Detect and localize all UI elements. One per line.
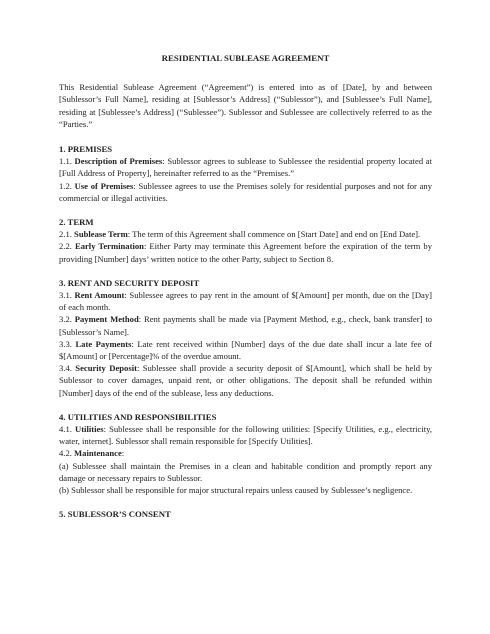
clause-1-2 xyxy=(59,180,432,204)
clause-number: 2.1. xyxy=(59,229,72,240)
section-heading: 5. SUBLESSOR’S CONSENT xyxy=(59,509,171,520)
section-term xyxy=(59,216,432,265)
clause-4-2-a: (a) Sublessee shall maintain the Premises in a clean and habitable condition and promptly report any damage or necessary repairs to Sublessor. xyxy=(59,460,432,483)
section-rent xyxy=(59,277,432,399)
clause-label: Security Deposit xyxy=(75,363,137,374)
clause-number: 4.2. xyxy=(59,448,72,459)
clause-text: : Sublessee shall be responsible for the following utilities: [Specify Utilities, e.g., electricity, water, internet]. Sublessor shall remain responsible for [Specify Utilities]. xyxy=(59,424,432,447)
clause-text: : Late rent received within [Number] days of the due date shall incur a late fee of $[Amount] or [Percentage]% of the overdue amount. xyxy=(59,338,433,362)
clause-2-1 xyxy=(59,228,432,240)
document-title: RESIDENTIAL SUBLEASE AGREEMENT xyxy=(161,53,330,63)
clause-number: 1.1. xyxy=(59,156,72,167)
clause-3-4 xyxy=(59,362,432,399)
section-heading: 3. RENT AND SECURITY DEPOSIT xyxy=(59,277,200,288)
section-heading: 1. PREMISES xyxy=(59,144,113,155)
clause-number: 3.4. xyxy=(59,363,72,374)
clause-label: Sublease Term xyxy=(74,229,128,240)
section-consent xyxy=(59,508,432,520)
clause-number: 3.1. xyxy=(59,290,72,301)
clause-3-2 xyxy=(59,313,432,337)
clause-number: 4.1. xyxy=(59,424,72,435)
intro-paragraph: This Residential Sublease Agreement (“Agreement”) is entered into as of [Date], by and between [Sublessor’s Full Name], residing at [Sublessor’s Address] (“Sublessor”), and [Sublessee’s Full Name], residing at [Sublessee’s Address] (“Sublessee”). Sublessor and Sublessee are collectively referred to as the “Parties.” xyxy=(59,82,432,129)
section-premises xyxy=(59,143,432,204)
clause-label: Use of Premises xyxy=(74,180,134,191)
clause-number: 2.2. xyxy=(59,241,72,252)
clause-number: 3.3. xyxy=(59,338,72,349)
document-page xyxy=(59,52,432,533)
clause-text: : Sublessor agrees to sublease to Sublessee the residential property located at [Full Address of Property], hereinafter referred to as the “Premises.” xyxy=(59,156,433,179)
clause-text: : Sublessee agrees to use the Premises solely for residential purposes and not for any commercial or illegal activities. xyxy=(59,180,432,203)
clause-3-1 xyxy=(59,289,432,313)
clause-text: : The term of this Agreement shall commence on [Start Date] and end on [End Date]. xyxy=(127,229,421,240)
clause-text: : Sublessee agrees to pay rent in the amount of $[Amount] per month, due on the [Day] of each month. xyxy=(59,290,432,313)
clause-number: 1.2. xyxy=(59,180,72,191)
clause-3-3 xyxy=(59,338,432,362)
clause-2-2 xyxy=(59,240,432,264)
clause-4-2-b: (b) Sublessor shall be responsible for major structural repairs unless caused by Sublessee’s negligence. xyxy=(59,485,413,496)
clause-text: : xyxy=(121,448,125,459)
clause-text: : Sublessee shall provide a security deposit of $[Amount], which shall be held by Sublessor to cover damages, unpaid rent, or other obligations. The deposit shall be refunded within [Number] days of the end of the sublease, less any deductions. xyxy=(59,363,432,398)
clause-text: : Either Party may terminate this Agreement before the expiration of the term by providing [Number] days’ written notice to the other Party, subject to Section 8. xyxy=(59,241,432,264)
clause-number: 3.2. xyxy=(59,314,72,325)
clause-1-1 xyxy=(59,155,432,179)
clause-label: Maintenance xyxy=(74,448,122,459)
section-heading: 4. UTILITIES AND RESPONSIBILITIES xyxy=(59,411,217,422)
clause-label: Utilities xyxy=(74,424,104,435)
clause-label: Description of Premises xyxy=(74,156,163,167)
clause-label: Payment Method xyxy=(74,314,139,325)
clause-4-1 xyxy=(59,423,432,447)
clause-label: Late Payments xyxy=(75,338,132,349)
section-heading: 2. TERM xyxy=(59,217,94,228)
clause-label: Early Termination xyxy=(74,241,144,252)
clause-4-2 xyxy=(59,447,432,459)
section-utilities xyxy=(59,411,432,496)
clause-text: : Rent payments shall be made via [Payment Method, e.g., check, bank transfer] to [Sublessor’s Name]. xyxy=(59,314,432,337)
clause-label: Rent Amount xyxy=(74,290,125,301)
